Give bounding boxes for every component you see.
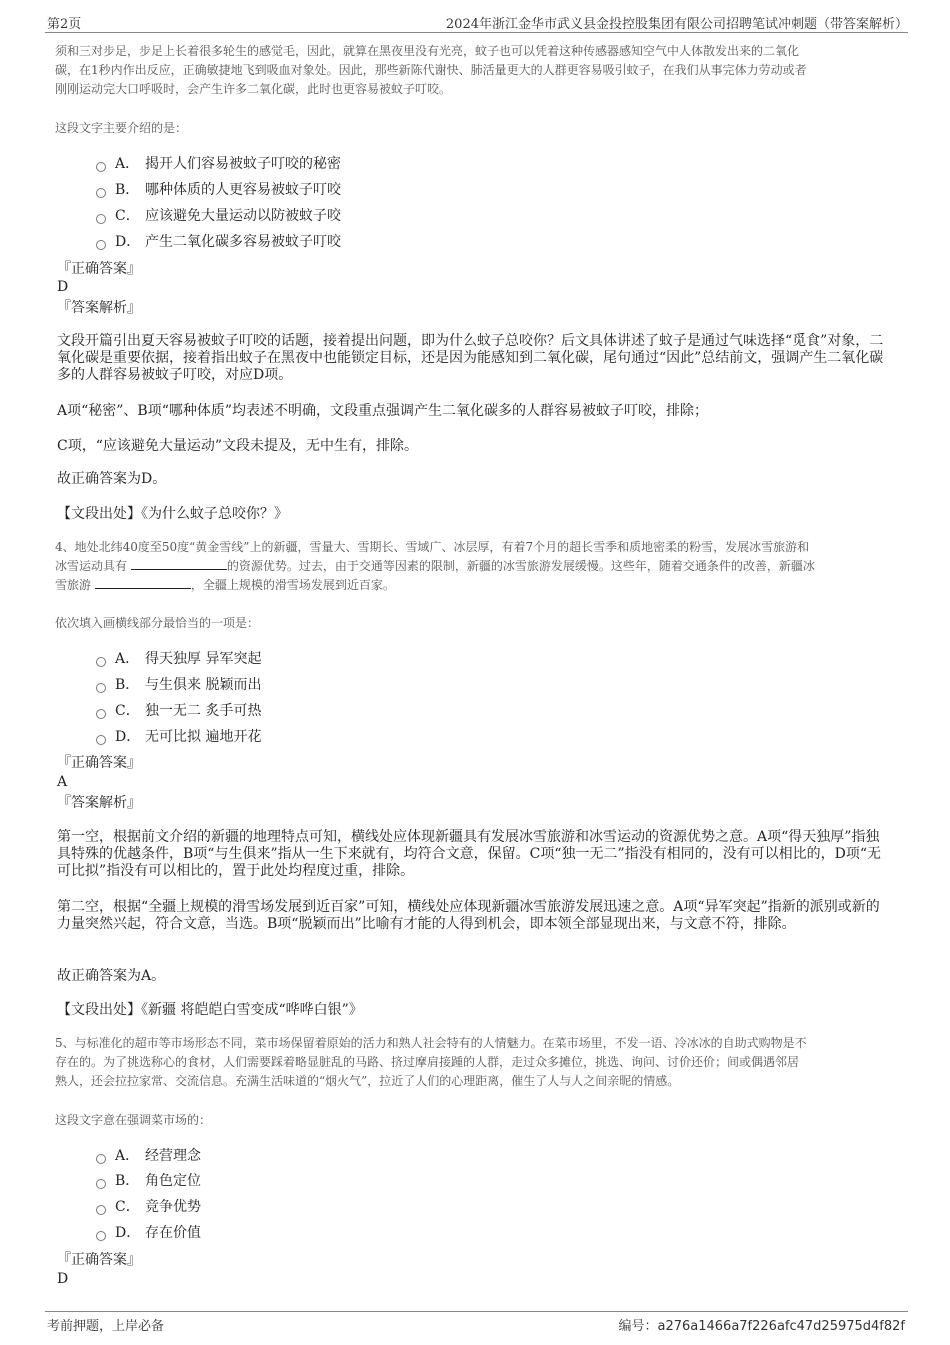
q5-answer-label: 『正确答案』: [57, 1252, 141, 1268]
document-title: 2024年浙江金华市武义县金投控股集团有限公司招聘笔试冲刺题（带答案解析）: [445, 17, 908, 32]
q3-answer-label: 『正确答案』: [57, 261, 141, 277]
footer-id-label: 编号：: [618, 1319, 658, 1334]
q5-option-a[interactable]: A． 经营理念: [96, 1145, 201, 1165]
q3-prompt: 这段文字主要介绍的是：: [55, 121, 188, 135]
q3-analysis-paragraph: 文段开篇引出夏天容易被蚊子叮咬的话题，接着提出问题，即为什么蚊子总咬你？后文具体讲述了蚊子是通过气味选择“觅食”对象，二氧化碳是重要依据，接着指出蚊子在黑夜中也能锁定目标，还是因为能感知到二氧化碳，尾句通过“因此”总结前文，强调产生二氧化碳多的人群容易被蚊子叮咬，对应D项。: [57, 333, 884, 383]
fill-blank: [95, 577, 191, 589]
radio-icon[interactable]: [96, 709, 106, 719]
q4-analysis-label: 『答案解析』: [57, 795, 141, 811]
q4-passage-line: 4、地处北纬40度至50度“黄金雪线”上的新疆，雪量大、雪期长、雪域广、冰层厚，有着7个月的超长雪季和质地密柔的粉雪，发展冰雪旅游和: [55, 540, 810, 554]
q5-answer: D: [57, 1271, 69, 1287]
q3-passage-line: 须和三对步足，步足上长着很多轮生的感觉毛，因此，就算在黑夜里没有光亮，蚊子也可以凭着这种传感器感知空气中人体散发出来的二氧化: [55, 44, 800, 58]
radio-icon[interactable]: [96, 188, 106, 198]
radio-icon[interactable]: [96, 1179, 106, 1189]
q4-passage: [55, 538, 897, 595]
q3-option-c[interactable]: C． 应该避免大量运动以防被蚊子咬: [96, 205, 341, 225]
q3-analysis-paragraph: C项，“应该避免大量运动”文段未提及，无中生有，排除。: [57, 438, 419, 454]
q5-option-d[interactable]: D． 存在价值: [96, 1222, 201, 1242]
q5-passage: [55, 1034, 897, 1091]
q3-passage-line: 碳，在1秒内作出反应，正确敏捷地飞到吸血对象处。因此，那些新陈代谢快、肺活量更大的人群更容易吸引蚊子，在我们从事完体力劳动或者: [55, 63, 807, 77]
q4-analysis-paragraph: 故正确答案为A。: [57, 968, 166, 984]
q5-option-c[interactable]: C． 竞争优势: [96, 1196, 201, 1216]
q3-passage: [55, 42, 897, 99]
radio-icon[interactable]: [96, 657, 106, 667]
q4-passage-line: 雪旅游 ，全疆上规模的滑雪场发展到近百家。: [55, 578, 395, 592]
page-number: 第2页: [47, 17, 82, 32]
q4-analysis-paragraph: 第二空，根据“全疆上规模的滑雪场发展到近百家”可知，横线处应体现新疆冰雪旅游发展迅速之意。A项“异军突起”指新的派别或新的力量突然兴起，符合文意，当选。B项“脱颖而出”比喻有才能的人得到机会，即本领全部显现出来，与文意不符，排除。: [57, 899, 880, 932]
radio-icon[interactable]: [96, 214, 106, 224]
radio-icon[interactable]: [96, 735, 106, 745]
q4-source: 【文段出处】《新疆 将皑皑白雪变成“哗哗白银”》: [57, 1002, 363, 1018]
q4-option-a[interactable]: A． 得天独厚 异军突起: [96, 648, 261, 668]
q3-analysis-paragraph: A项“秘密”、B项“哪种体质”均表述不明确，文段重点强调产生二氧化碳多的人群容易被蚊子叮咬，排除；: [57, 403, 709, 419]
q4-answer-label: 『正确答案』: [57, 755, 141, 771]
q4-passage-line: 冰雪运动具有 的资源优势。过去，由于交通等因素的限制，新疆的冰雪旅游发展缓慢。这些年，随着交通条件的改善，新疆冰: [55, 559, 815, 573]
q5-passage-line: 熟人，还会拉拉家常、交流信息。充满生活味道的“烟火气”，拉近了人们的心理距离，催生了人与人之间亲昵的情感。: [55, 1074, 680, 1088]
q4-analysis-paragraph: 第一空，根据前文介绍的新疆的地理特点可知，横线处应体现新疆具有发展冰雪旅游和冰雪运动的资源优势之意。A项“得天独厚”指独具特殊的优越条件，B项“与生俱来”指从一生下来就有，均符合文意，保留。C项“独一无二”指没有相同的，没有可以相比的，D项“无可比拟”指没有可以相比的，置于此处均程度过重，排除。: [57, 829, 882, 879]
footer-divider: [45, 1311, 908, 1312]
q3-answer: D: [57, 279, 69, 295]
q4-answer: A: [57, 774, 68, 790]
q5-passage-line: 5、与标准化的超市等市场形态不同，菜市场保留着原始的活力和熟人社会特有的人情魅力。在菜市场里，不发一语、冷冰冰的自助式购物是不: [55, 1036, 807, 1050]
q4-option-d[interactable]: D． 无可比拟 遍地开花: [96, 726, 261, 746]
q5-passage-line: 存在的。为了挑选称心的食材，人们需要踩着略显脏乱的马路、挤过摩肩接踵的人群，走过众多摊位，挑选、询问、讨价还价；间或偶遇邻居: [55, 1055, 800, 1069]
header-divider: [45, 32, 908, 33]
fill-blank: [131, 558, 227, 570]
q4-prompt: 依次填入画横线部分最恰当的一项是：: [55, 616, 260, 630]
q5-option-b[interactable]: B． 角色定位: [96, 1170, 201, 1190]
footer-id-value: a276a1466a7f226afc47d25975d4f82f: [657, 1319, 905, 1334]
radio-icon[interactable]: [96, 683, 106, 693]
q3-analysis-label: 『答案解析』: [57, 300, 141, 316]
q3-option-d[interactable]: D． 产生二氧化碳多容易被蚊子叮咬: [96, 231, 341, 251]
radio-icon[interactable]: [96, 1154, 106, 1164]
q3-option-a[interactable]: A． 揭开人们容易被蚊子叮咬的秘密: [96, 153, 341, 173]
q4-option-b[interactable]: B． 与生俱来 脱颖而出: [96, 674, 261, 694]
q3-option-b[interactable]: B． 哪种体质的人更容易被蚊子叮咬: [96, 179, 341, 199]
footer-id: [618, 1315, 905, 1334]
q3-source: 【文段出处】《为什么蚊子总咬你？》: [57, 506, 288, 522]
radio-icon[interactable]: [96, 162, 106, 172]
page-header: [0, 0, 950, 34]
q3-passage-line: 刚刚运动完大口呼吸时，会产生许多二氧化碳，此时也更容易被蚊子叮咬。: [55, 82, 452, 96]
q3-analysis-paragraph: 故正确答案为D。: [57, 471, 167, 487]
radio-icon[interactable]: [96, 1231, 106, 1241]
q4-option-c[interactable]: C． 独一无二 炙手可热: [96, 700, 261, 720]
footer-slogan: 考前押题，上岸必备: [47, 1319, 165, 1334]
radio-icon[interactable]: [96, 1205, 106, 1215]
q5-prompt: 这段文字意在强调菜市场的：: [55, 1113, 212, 1127]
radio-icon[interactable]: [96, 240, 106, 250]
